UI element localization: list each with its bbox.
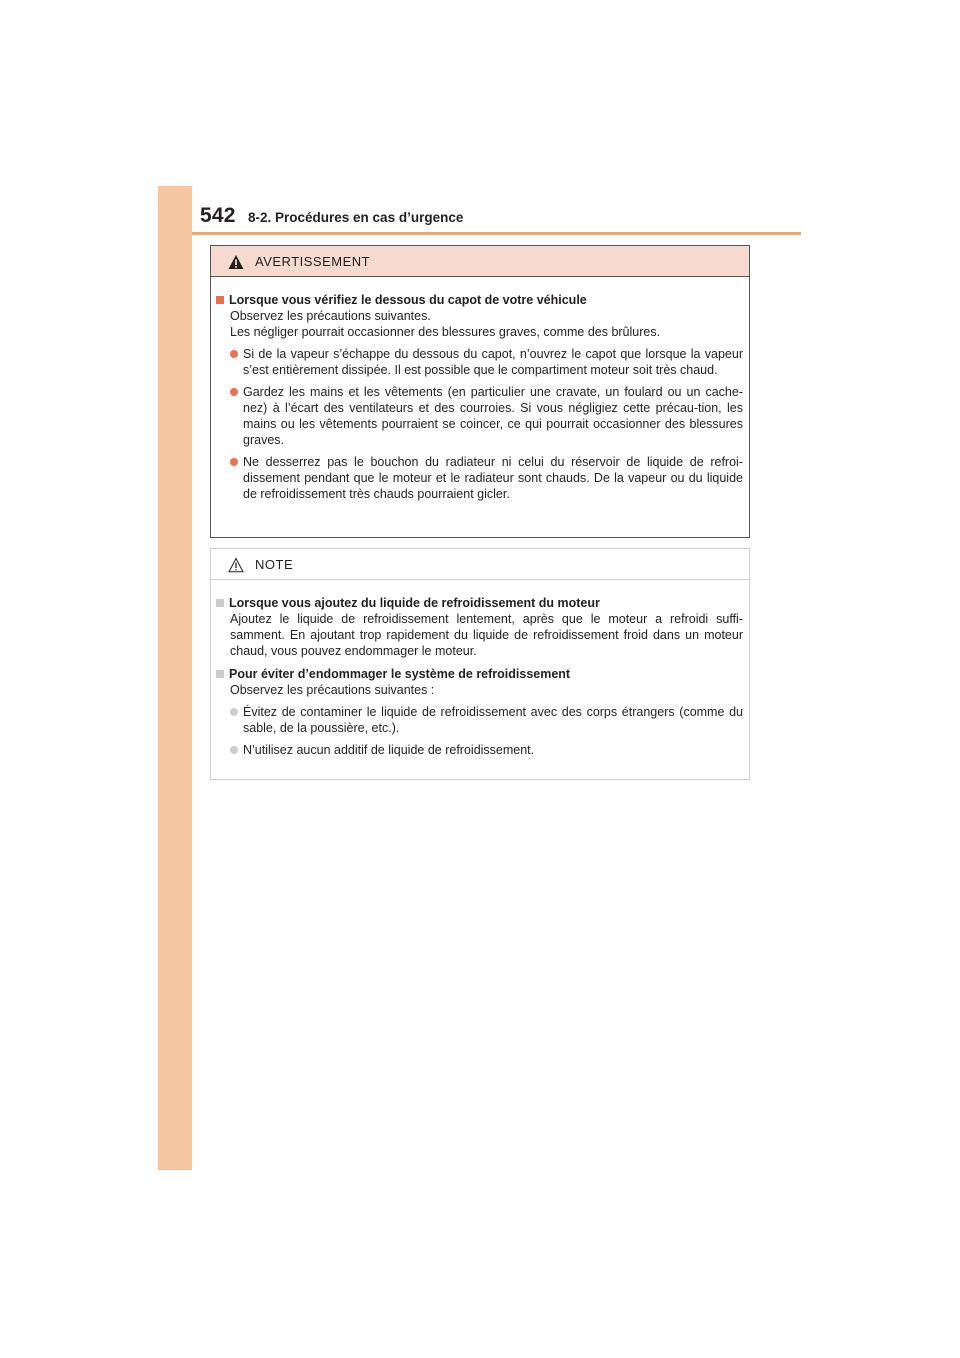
square-bullet-icon xyxy=(216,670,224,678)
warning-header xyxy=(211,246,749,277)
caution-triangle-icon xyxy=(228,557,244,573)
page-header xyxy=(200,204,800,234)
square-bullet-icon xyxy=(216,296,224,304)
note-item-title-2: Pour éviter d’endommager le système de refroidissement xyxy=(216,666,743,682)
note-box xyxy=(210,548,750,780)
list-item: N’utilisez aucun additif de liquide de refroidissement. xyxy=(216,742,743,758)
note-label: NOTE xyxy=(255,557,294,572)
page-number: 542 xyxy=(200,204,236,227)
note-item-intro-2: Observez les précautions suivantes : xyxy=(230,683,435,697)
round-bullet-icon xyxy=(230,350,238,358)
list-item: Si de la vapeur s’échappe du dessous du capot, n’ouvrez le capot que lorsque la vapeur s’est entièrement dissipée. Il est possible que le compartiment moteur soit très chaud. xyxy=(216,346,743,378)
list-item: Ne desserrez pas le bouchon du radiateur ni celui du réservoir de liquide de refroi-dissement pendant que le moteur et le radiateur sont chauds. De la vapeur ou du liquide de refroidissement très chauds pourraient gicler. xyxy=(216,454,743,502)
note-body xyxy=(211,580,749,758)
note-item-text-1: Ajoutez le liquide de refroidissement lentement, après que le moteur a refroidi suffi-samment. En ajoutant trop rapidement du liquide de refroidissement froid dans un moteur chaud, vous pouvez endommager le moteur. xyxy=(230,612,743,658)
list-item: Gardez les mains et les vêtements (en particulier une cravate, un foulard ou un cache-nez) à l’écart des ventilateurs et des courroies. Si vous négligiez cette précau-tion, les mains ou les vêtements pourraient se coincer, ce qui pourrait occasionner des blessures graves. xyxy=(216,384,743,448)
note-item-title-1: Lorsque vous ajoutez du liquide de refroidissement du moteur xyxy=(216,595,743,611)
warning-box xyxy=(210,245,750,538)
round-bullet-icon xyxy=(230,708,238,716)
warning-item-title: Lorsque vous vérifiez le dessous du capot de votre véhicule xyxy=(216,292,743,308)
list-item: Évitez de contaminer le liquide de refroidissement avec des corps étrangers (comme du sable, de la poussière, etc.). xyxy=(216,704,743,736)
note-header xyxy=(211,549,749,580)
section-title: 8-2. Procédures en cas d’urgence xyxy=(248,210,464,225)
round-bullet-icon xyxy=(230,746,238,754)
header-rule xyxy=(192,232,801,235)
square-bullet-icon xyxy=(216,599,224,607)
side-color-strip xyxy=(158,186,192,1170)
round-bullet-icon xyxy=(230,388,238,396)
warning-label: AVERTISSEMENT xyxy=(255,254,371,269)
warning-body xyxy=(211,277,749,502)
round-bullet-icon xyxy=(230,458,238,466)
warning-triangle-icon xyxy=(228,254,244,270)
warning-intro-2: Les négliger pourrait occasionner des blessures graves, comme des brûlures. xyxy=(230,325,661,339)
warning-intro-1: Observez les précautions suivantes. xyxy=(230,309,431,323)
